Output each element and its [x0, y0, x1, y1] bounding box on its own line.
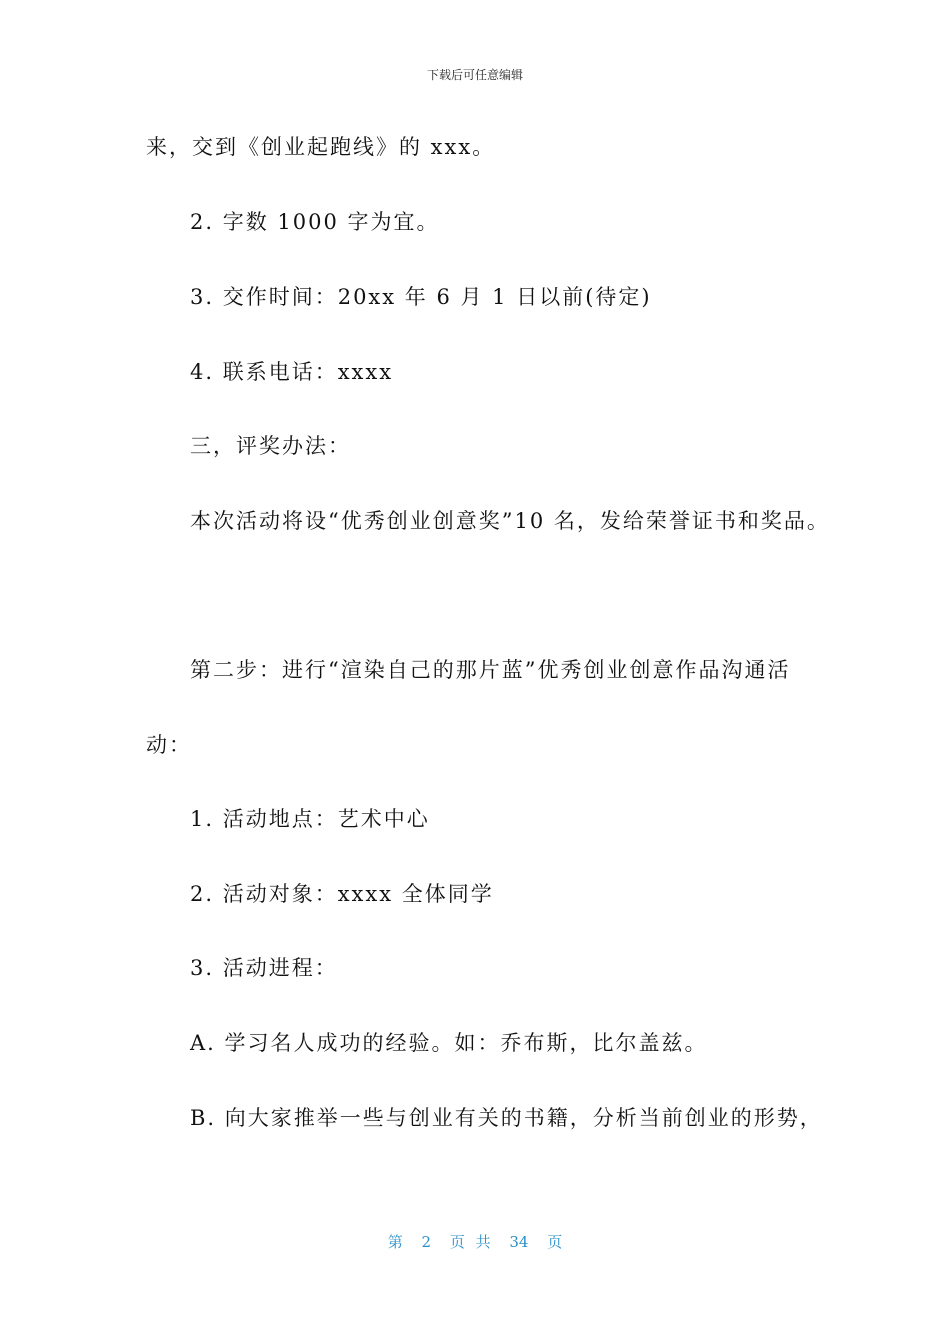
paragraph-line: B. 向大家推举一些与创业有关的书籍，分析当前创业的形势， [190, 1106, 823, 1130]
paragraph-line: A. 学习名人成功的经验。如：乔布斯，比尔盖兹。 [190, 1031, 708, 1055]
paragraph-line: 1. 活动地点：艺术中心 [190, 807, 430, 831]
page-footer [0, 1231, 950, 1252]
footer-total-pages: 34 [509, 1233, 529, 1251]
paragraph-line: 本次活动将设“优秀创业创意奖”10 名，发给荣誉证书和奖品。 [190, 509, 830, 533]
paragraph-line: 2. 活动对象：xxxx 全体同学 [190, 882, 494, 906]
paragraph-line: 3. 交作时间：20xx 年 6 月 1 日以前(待定) [190, 285, 652, 309]
page-header: 下载后可任意编辑 [426, 68, 523, 82]
paragraph-line: 第二步：进行“渲染自己的那片蓝”优秀创业创意作品沟通活 [190, 658, 791, 682]
footer-prefix: 第 [387, 1233, 403, 1251]
section-heading: 三，评奖办法： [190, 434, 351, 458]
paragraph-line: 动： [146, 733, 192, 757]
paragraph-line: 来，交到《创业起跑线》的 xxx。 [146, 135, 496, 159]
footer-middle: 页 共 [449, 1233, 491, 1251]
paragraph-line: 3. 活动进程： [190, 956, 338, 980]
footer-suffix: 页 [547, 1233, 563, 1251]
paragraph-line: 4. 联系电话：xxxx [190, 360, 394, 384]
paragraph-line: 2. 字数 1000 字为宜。 [190, 210, 440, 234]
footer-page-number: 2 [421, 1233, 432, 1251]
